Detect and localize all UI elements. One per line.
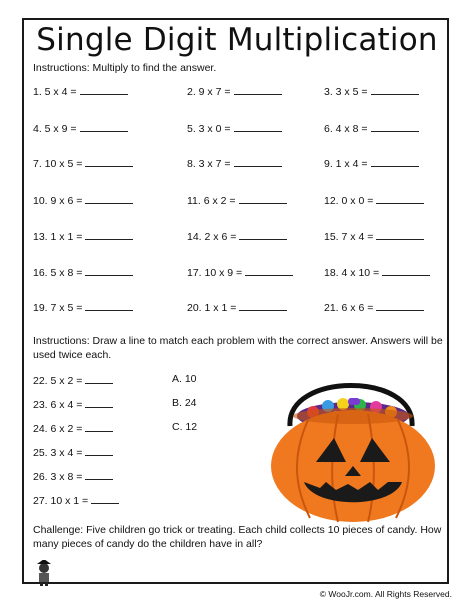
pumpkin-candy-bucket	[268, 364, 438, 524]
answer-blank[interactable]	[85, 397, 113, 408]
match-problem-text: 22. 5 x 2 =	[33, 375, 83, 387]
problem-text: 18. 4 x 10 =	[324, 267, 380, 279]
problem-16	[33, 265, 133, 279]
match-problem-text: 24. 6 x 2 =	[33, 423, 83, 435]
problem-text: 16. 5 x 8 =	[33, 267, 83, 279]
problem-10	[33, 193, 133, 207]
problem-18	[324, 265, 430, 279]
problem-text: 17. 10 x 9 =	[187, 267, 243, 279]
match-problem-text: 26. 3 x 8 =	[33, 471, 83, 483]
copyright-notice: © WooJr.com. All Rights Reserved.	[319, 589, 452, 599]
problem-text: 8. 3 x 7 =	[187, 158, 231, 170]
problem-13	[33, 229, 133, 243]
answer-choice-b: B. 24	[172, 397, 197, 409]
answer-blank[interactable]	[85, 265, 133, 276]
problem-text: 4. 5 x 9 =	[33, 123, 77, 135]
answer-blank[interactable]	[382, 265, 430, 276]
problem-text: 3. 3 x 5 =	[324, 86, 368, 98]
problem-text: 2. 9 x 7 =	[187, 86, 231, 98]
match-problem-24	[33, 421, 113, 435]
problem-9	[324, 156, 419, 170]
problem-text: 11. 6 x 2 =	[187, 195, 236, 207]
problem-7	[33, 156, 133, 170]
answer-blank[interactable]	[234, 156, 282, 167]
answer-blank[interactable]	[239, 229, 287, 240]
problem-4	[33, 121, 128, 135]
problem-text: 12. 0 x 0 =	[324, 195, 374, 207]
problem-text: 1. 5 x 4 =	[33, 86, 77, 98]
problem-text: 15. 7 x 4 =	[324, 231, 374, 243]
problem-text: 5. 3 x 0 =	[187, 123, 231, 135]
problem-5	[187, 121, 282, 135]
answer-blank[interactable]	[239, 193, 287, 204]
problem-text: 14. 2 x 6 =	[187, 231, 237, 243]
answer-blank[interactable]	[371, 156, 419, 167]
problem-text: 21. 6 x 6 =	[324, 302, 374, 314]
challenge-question: Challenge: Five children go trick or treating. Each child collects 10 pieces of candy. How many pieces of candy do the children have in all?	[33, 524, 442, 550]
answer-blank[interactable]	[376, 229, 424, 240]
problem-text: 20. 1 x 1 =	[187, 302, 237, 314]
match-problem-27	[33, 493, 119, 507]
problem-14	[187, 229, 287, 243]
trick-or-treater-icon	[33, 560, 55, 586]
problem-text: 19. 7 x 5 =	[33, 302, 83, 314]
problem-11	[187, 193, 287, 207]
match-problem-25	[33, 445, 113, 459]
answer-blank[interactable]	[80, 121, 128, 132]
answer-choice-c: C. 12	[172, 421, 198, 433]
answer-blank[interactable]	[85, 445, 113, 456]
answer-blank[interactable]	[85, 300, 133, 311]
answer-blank[interactable]	[371, 121, 419, 132]
match-problem-text: 25. 3 x 4 =	[33, 447, 83, 459]
match-problem-text: 23. 6 x 4 =	[33, 399, 83, 411]
answer-blank[interactable]	[85, 421, 113, 432]
answer-blank[interactable]	[234, 84, 282, 95]
answer-blank[interactable]	[376, 193, 424, 204]
match-problem-23	[33, 397, 113, 411]
match-problem-text: 27. 10 x 1 =	[33, 495, 89, 507]
problem-20	[187, 300, 287, 314]
answer-blank[interactable]	[234, 121, 282, 132]
answer-blank[interactable]	[85, 373, 113, 384]
problem-8	[187, 156, 282, 170]
problem-text: 9. 1 x 4 =	[324, 158, 368, 170]
answer-blank[interactable]	[371, 84, 419, 95]
answer-blank[interactable]	[85, 193, 133, 204]
problem-19	[33, 300, 133, 314]
answer-blank[interactable]	[376, 300, 424, 311]
answer-blank[interactable]	[91, 493, 119, 504]
instructions-match: Instructions: Draw a line to match each problem with the correct answer. Answers will be used twice each.	[33, 335, 443, 361]
instructions-multiply: Instructions: Multiply to find the answer.	[33, 62, 217, 74]
problem-text: 13. 1 x 1 =	[33, 231, 83, 243]
problem-6	[324, 121, 419, 135]
answer-blank[interactable]	[245, 265, 293, 276]
problem-text: 10. 9 x 6 =	[33, 195, 83, 207]
answer-blank[interactable]	[85, 469, 113, 480]
answer-choice-a: A. 10	[172, 373, 197, 385]
problem-3	[324, 84, 419, 98]
problem-15	[324, 229, 424, 243]
match-problem-26	[33, 469, 113, 483]
answer-blank[interactable]	[85, 156, 133, 167]
answer-blank[interactable]	[85, 229, 133, 240]
problem-12	[324, 193, 424, 207]
match-problem-22	[33, 373, 113, 387]
problem-2	[187, 84, 282, 98]
problem-21	[324, 300, 424, 314]
answer-blank[interactable]	[239, 300, 287, 311]
problem-text: 7. 10 x 5 =	[33, 158, 83, 170]
worksheet-title: Single Digit Multiplication	[36, 22, 438, 58]
problem-17	[187, 265, 293, 279]
problem-1	[33, 84, 128, 98]
answer-blank[interactable]	[80, 84, 128, 95]
problem-text: 6. 4 x 8 =	[324, 123, 368, 135]
